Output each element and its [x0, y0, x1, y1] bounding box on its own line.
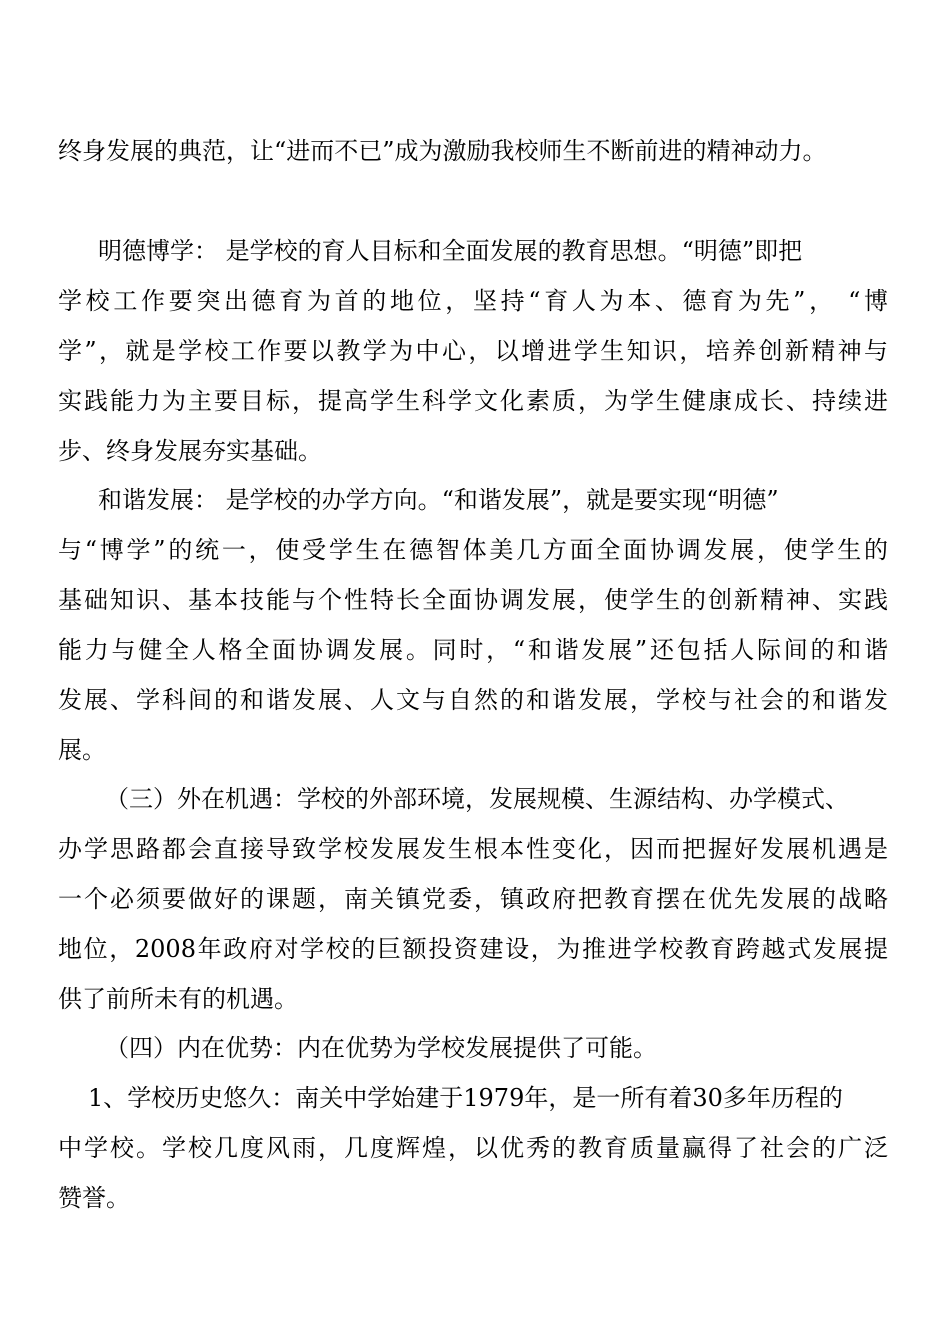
text-line: （四）内在优势：内在优势为学校发展提供了可能。	[105, 1034, 657, 1062]
text-line: 明德博学： 是学校的育人目标和全面发展的教育思想。“明德”即把	[98, 237, 803, 265]
text-line: 基础知识、基本技能与个性特长全面协调发展，使学生的创新精神、实践	[58, 586, 888, 614]
text-line: 学校工作要突出德育为首的地位，坚持“育人为本、德育为先”， “博	[58, 287, 888, 315]
text-line: 地位，2008年政府对学校的巨额投资建设，为推进学校教育跨越式发展提	[58, 935, 888, 963]
text-line: 一个必须要做好的课题，南关镇党委，镇政府把教育摆在优先发展的战略	[58, 885, 888, 913]
text-line: 赞誉。	[58, 1184, 130, 1212]
text-line: 和谐发展： 是学校的办学方向。“和谐发展”，就是要实现“明德”	[98, 486, 779, 514]
text-line: 1、学校历史悠久：南关中学始建于1979年，是一所有着30多年历程的	[88, 1084, 843, 1112]
text-line: 中学校。学校几度风雨，几度辉煌，以优秀的教育质量赢得了社会的广泛	[58, 1134, 888, 1162]
text-line: 与“博学”的统一，使受学生在德智体美几方面全面协调发展，使学生的	[58, 536, 888, 564]
text-line: 供了前所未有的机遇。	[58, 985, 298, 1013]
text-line: （三）外在机遇：学校的外部环境，发展规模、生源结构、办学模式、	[105, 785, 849, 813]
text-line: 办学思路都会直接导致学校发展发生根本性变化，因而把握好发展机遇是	[58, 835, 888, 863]
text-line: 学”，就是学校工作要以教学为中心，以增进学生知识，培养创新精神与	[58, 337, 888, 365]
text-line: 终身发展的典范，让“进而不已”成为激励我校师生不断前进的精神动力。	[58, 137, 827, 165]
text-line: 实践能力为主要目标，提高学生科学文化素质，为学生健康成长、持续进	[58, 387, 888, 415]
text-line: 展。	[58, 736, 106, 764]
text-line: 能力与健全人格全面协调发展。同时，“和谐发展”还包括人际间的和谐	[58, 636, 888, 664]
text-line: 步、终身发展夯实基础。	[58, 437, 322, 465]
text-line: 发展、学科间的和谐发展、人文与自然的和谐发展，学校与社会的和谐发	[58, 686, 888, 714]
